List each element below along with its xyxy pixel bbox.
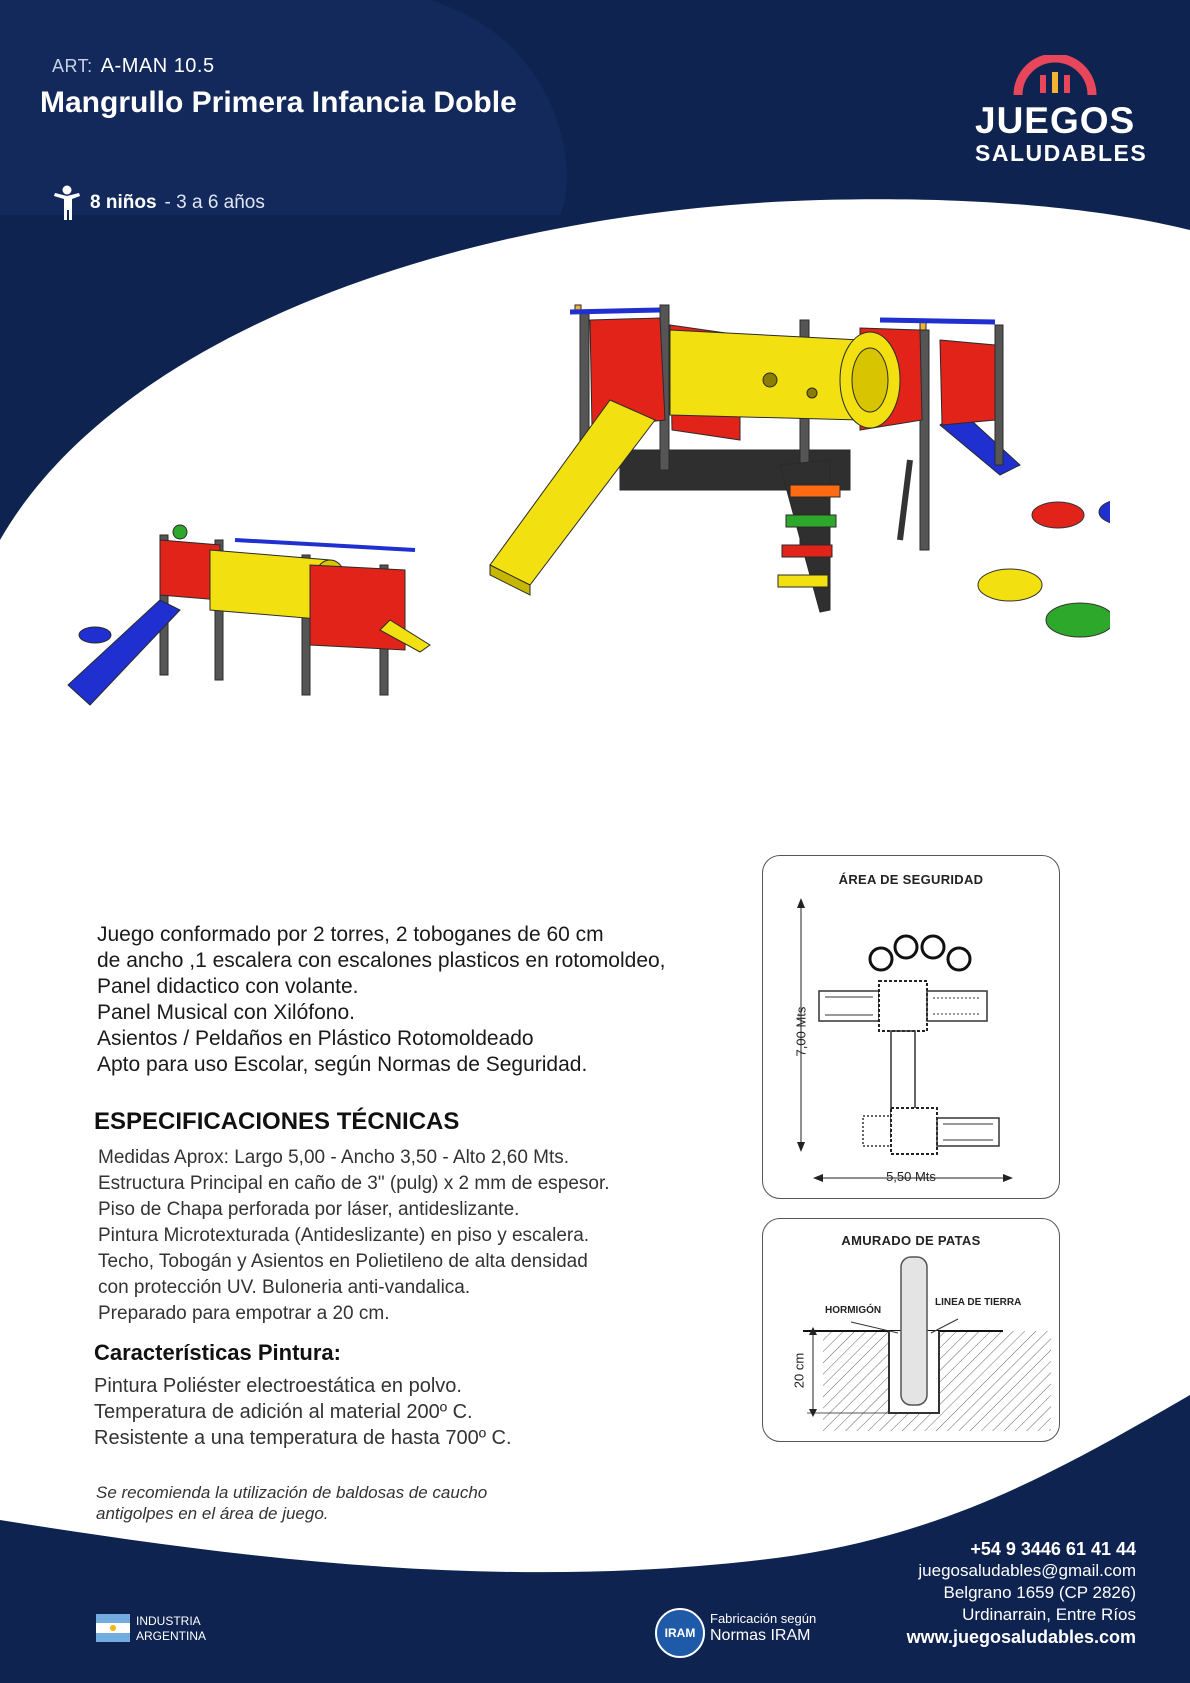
paint-line: Pintura Poliéster electroestática en polvo. (94, 1375, 462, 1397)
industry-label (136, 1614, 206, 1644)
description-line: Panel Musical con Xilófono. (97, 1001, 355, 1024)
paint-heading: Características Pintura: (94, 1340, 341, 1365)
contact-address: Belgrano 1659 (CP 2826) (943, 1583, 1136, 1602)
article-number: A-MAN 10.5 (100, 55, 215, 77)
anchoring-diagram (763, 1219, 1059, 1441)
anchoring-title: AMURADO DE PATAS (841, 1233, 981, 1248)
contact-phone[interactable]: +54 9 3446 61 41 44 (970, 1539, 1136, 1559)
page-title: Mangrullo Primera Infancia Doble (40, 86, 517, 119)
contact-website[interactable]: www.juegosaludables.com (906, 1627, 1136, 1647)
paint-line: Resistente a una temperatura de hasta 700º C. (94, 1427, 512, 1449)
safety-width-label: 5,50 Mts (886, 1169, 936, 1184)
contact-email[interactable]: juegosaludables@gmail.com (918, 1561, 1136, 1580)
spec-line: Medidas Aprox: Largo 5,00 - Ancho 3,50 - Alto 2,60 Mts. (98, 1147, 570, 1168)
capacity-info (52, 185, 265, 221)
capacity-ages: - 3 a 6 años (164, 192, 265, 213)
iram-line1: Fabricación según (710, 1611, 817, 1626)
article-code (52, 55, 215, 78)
description-line: Asientos / Peldaños en Plástico Rotomoldeado (97, 1027, 534, 1050)
recommendation-note (96, 1482, 487, 1524)
logo-line2: SALUDABLES (975, 140, 1148, 166)
brand-logo (975, 55, 1148, 166)
paint-line: Temperatura de adición al material 200º C. (94, 1401, 473, 1423)
description-line: Juego conformado por 2 torres, 2 toboganes de 60 cm (97, 923, 604, 946)
capacity-kids: 8 niños (90, 192, 157, 213)
note-line: Se recomienda la utilización de baldosas de caucho (96, 1483, 488, 1502)
description-line: Panel didactico con volante. (97, 975, 359, 998)
safety-height-label: 7,00 Mts (793, 1006, 809, 1057)
spec-line: Estructura Principal en caño de 3" (pulg) x 2 mm de espesor. (98, 1173, 610, 1194)
paint-list (94, 1373, 512, 1451)
description-line: de ancho ,1 escalera con escalones plasticos en rotomoldeo, (97, 949, 666, 972)
iram-line2: Normas IRAM (710, 1627, 811, 1644)
article-label: ART: (52, 56, 93, 76)
logo-arc-icon (1010, 55, 1100, 97)
industry-line2: ARGENTINA (136, 1629, 207, 1643)
anchoring-box (762, 1218, 1060, 1442)
safety-area-title: ÁREA DE SEGURIDAD (838, 872, 984, 887)
iram-badge-icon: IRAM (655, 1608, 705, 1658)
spec-line: Pintura Microtexturada (Antideslizante) en piso y escalera. (98, 1225, 590, 1246)
spec-line: Techo, Tobogán y Asientos en Polietileno de alta densidad (98, 1251, 588, 1272)
industry-line1: INDUSTRIA (136, 1614, 201, 1628)
product-illustration (60, 300, 1110, 790)
safety-area-box (762, 855, 1060, 1199)
specs-heading: ESPECIFICACIONES TÉCNICAS (94, 1108, 460, 1135)
concrete-label: HORMIGÓN (825, 1305, 882, 1316)
description-line: Apto para uso Escolar, según Normas de Seguridad. (97, 1053, 588, 1076)
small-playset (68, 525, 430, 705)
argentina-flag-icon (96, 1614, 130, 1642)
child-icon (52, 185, 82, 221)
round-seats (978, 499, 1110, 637)
depth-label: 20 cm (791, 1352, 807, 1389)
note-line: antigolpes en el área de juego. (96, 1504, 329, 1523)
spec-line: con protección UV. Buloneria anti-vandalica. (98, 1277, 471, 1298)
spec-line: Preparado para empotrar a 20 cm. (98, 1303, 390, 1324)
product-description (97, 922, 666, 1078)
contact-city: Urdinarrain, Entre Ríos (962, 1605, 1136, 1624)
contact-info (907, 1538, 1136, 1648)
specs-list (98, 1145, 610, 1327)
big-playset (490, 305, 1020, 612)
spec-line: Piso de Chapa perforada por láser, antideslizante. (98, 1199, 520, 1220)
logo-line1: JUEGOS (975, 100, 1136, 141)
ground-line-label: LINEA DE TIERRA (935, 1297, 1022, 1308)
iram-label (710, 1610, 816, 1644)
